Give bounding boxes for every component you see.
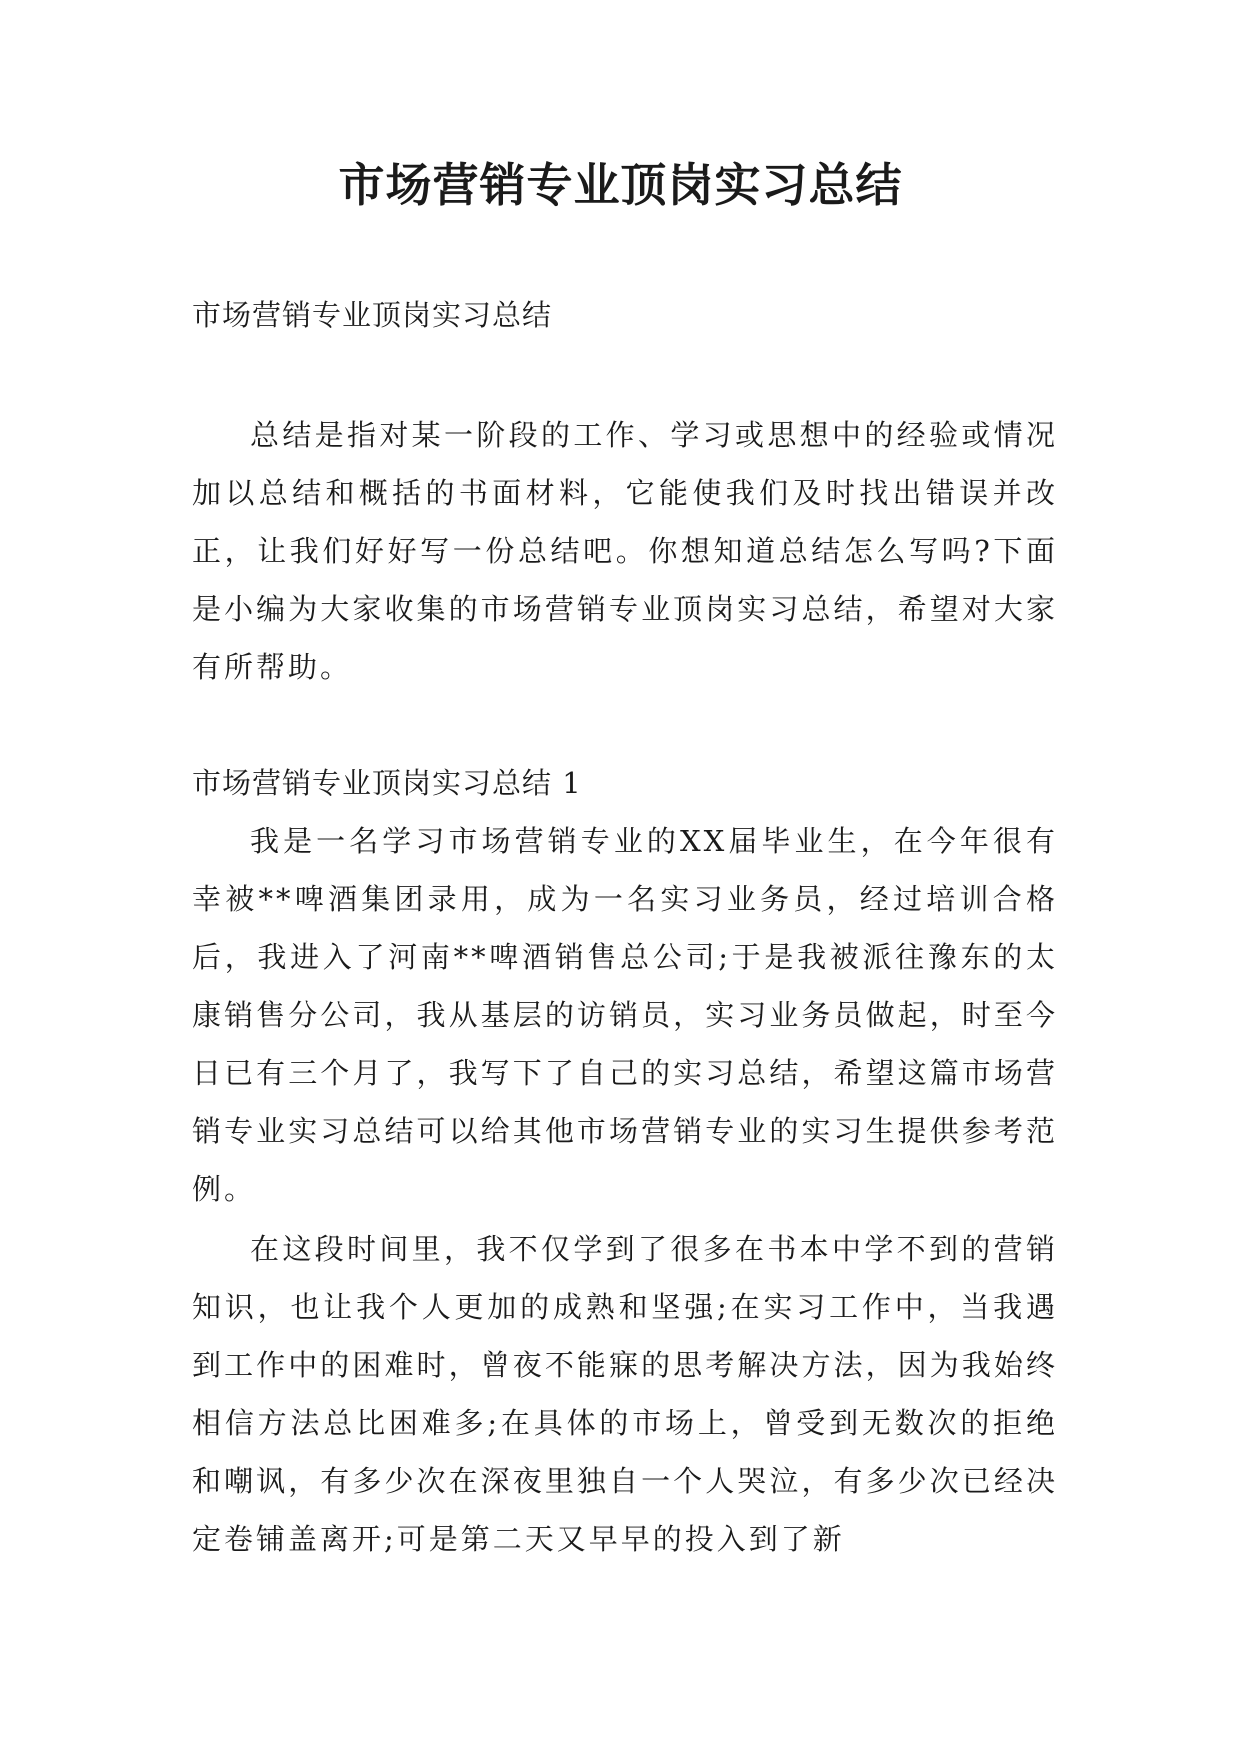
- document-subtitle: 市场营销专业顶岗实习总结: [192, 298, 553, 332]
- document-title: 市场营销专业顶岗实习总结: [338, 158, 903, 212]
- intro-paragraph: 总结是指对某一阶段的工作、学习或思想中的经验或情况加以总结和概括的书面材料，它能使我们及时找出错误并改正，让我们好好写一份总结吧。你想知道总结怎么写吗?下面是小编为大家收集的市场营销专业顶岗实习总结，希望对大家有所帮助。: [192, 418, 1058, 684]
- body-paragraph-1: 我是一名学习市场营销专业的XX届毕业生，在今年很有幸被**啤酒集团录用，成为一名实习业务员，经过培训合格后，我进入了河南**啤酒销售总公司;于是我被派往豫东的太康销售分公司，我从基层的访销员，实习业务员做起，时至今日已有三个月了，我写下了自己的实习总结，希望这篇市场营销专业实习总结可以给其他市场营销专业的实习生提供参考范例。: [192, 824, 1058, 1206]
- body-paragraph-2: 在这段时间里，我不仅学到了很多在书本中学不到的营销知识，也让我个人更加的成熟和坚强;在实习工作中，当我遇到工作中的困难时，曾夜不能寐的思考解决方法，因为我始终相信方法总比困难多;在具体的市场上，曾受到无数次的拒绝和嘲讽，有多少次在深夜里独自一个人哭泣，有多少次已经决定卷铺盖离开;可是第二天又早早的投入到了新: [192, 1232, 1058, 1556]
- section-heading: 市场营销专业顶岗实习总结 1: [192, 766, 582, 800]
